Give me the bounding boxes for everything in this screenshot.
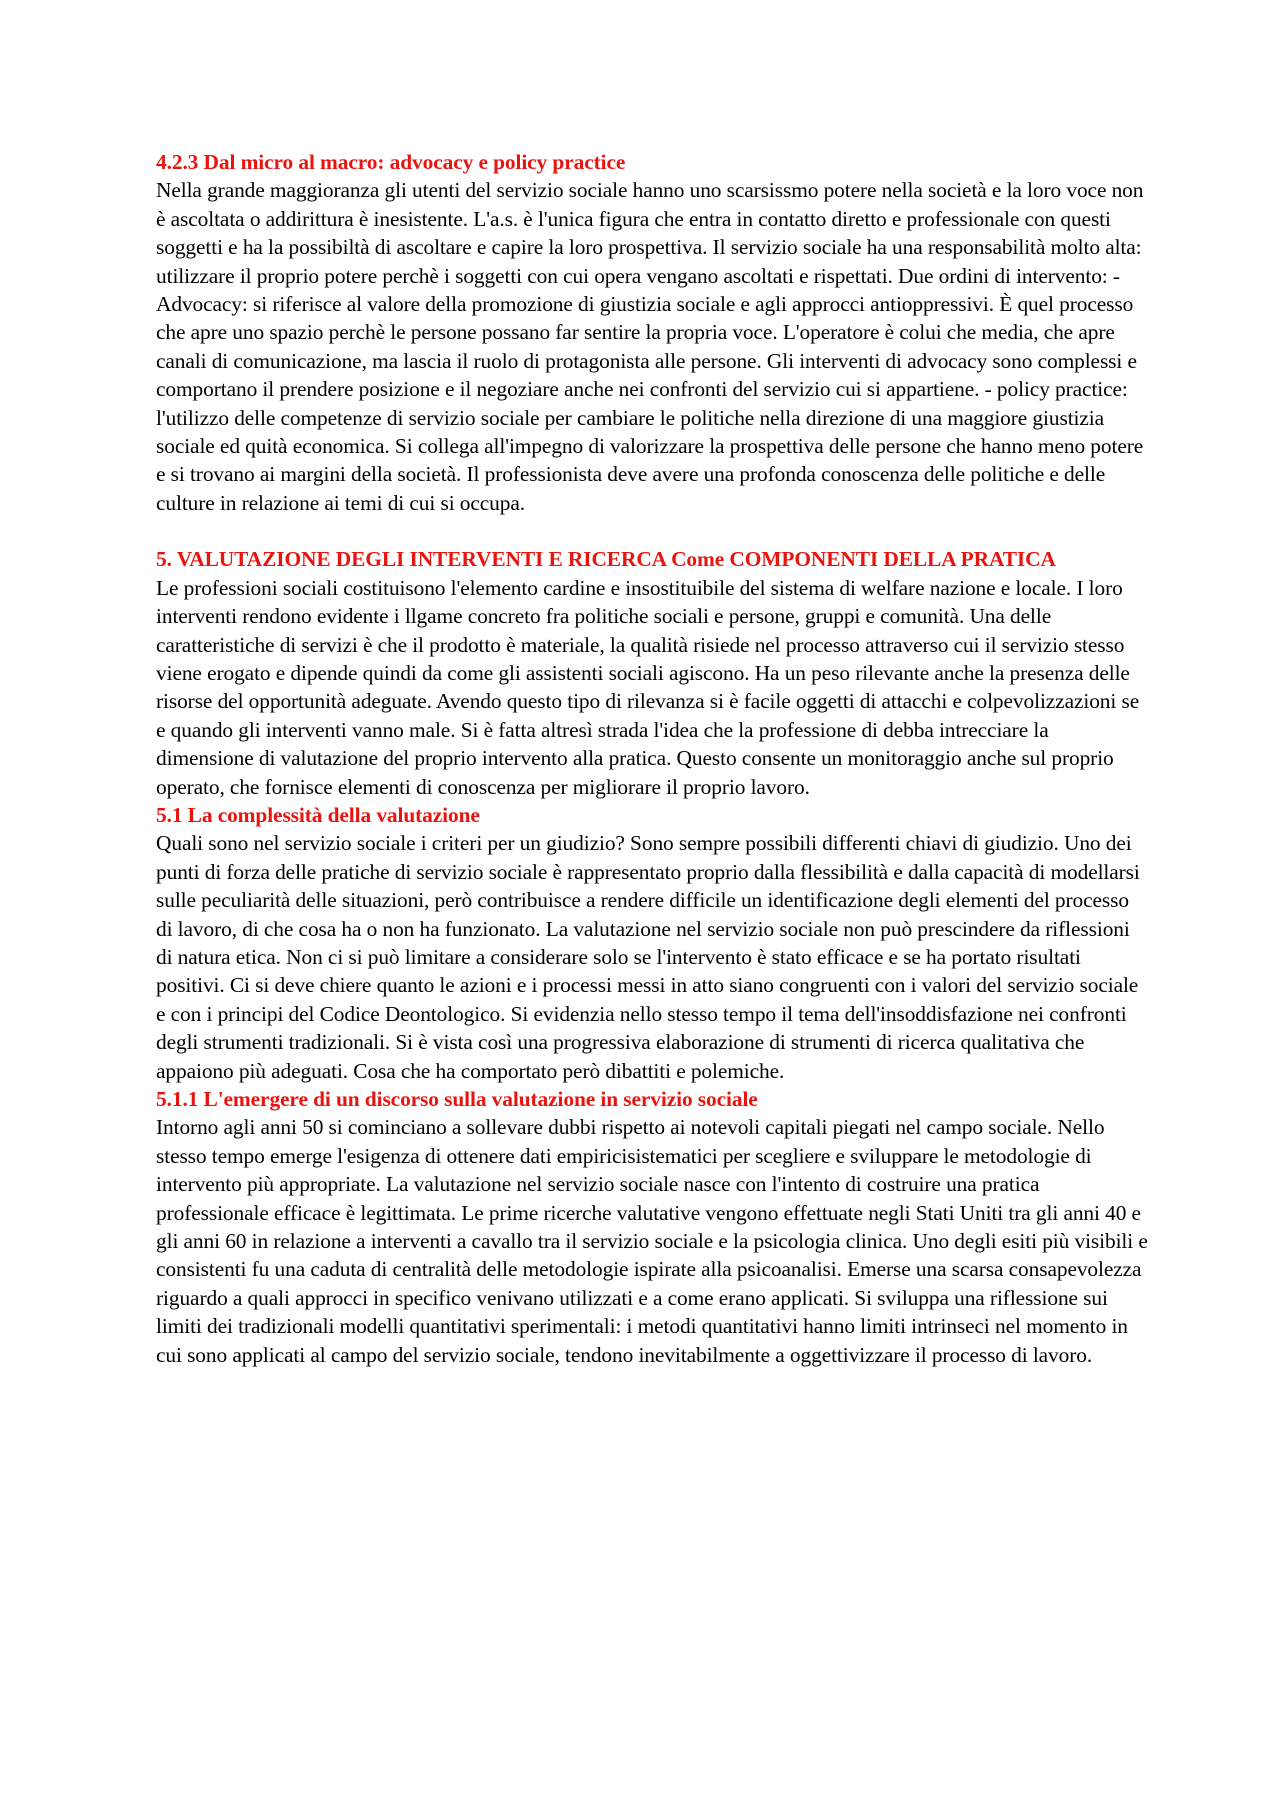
section-heading: 5.1.1 L'emergere di un discorso sulla valutazione in servizio sociale <box>156 1087 758 1111</box>
document-page <box>156 148 1148 1369</box>
section-body: Nella grande maggioranza gli utenti del servizio sociale hanno uno scarsissmo potere nella società e la loro voce non è ascoltata o addirittura è inesistente. L'a.s. è l'unica figura che entra in contatto diretto e professionale con questi soggetti e ha la possibiltà di ascoltare e capire la loro prospettiva. Il servizio sociale ha una responsabilità molto alta: utilizzare il proprio potere perchè i soggetti con cui opera vengano ascoltati e rispettati. Due ordini di intervento: - Advocacy: si riferisce al valore della promozione di giustizia sociale e agli approcci antioppressivi. È quel processo che apre uno spazio perchè le persone possano far sentire la propria voce. L'operatore è colui che media, che apre canali di comunicazione, ma lascia il ruolo di protagonista alle persone. Gli interventi di advocacy sono complessi e comportano il prendere posizione e il negoziare anche nei confronti del servizio cui si appartiene. - policy practice: l'utilizzo delle competenze di servizio sociale per cambiare le politiche nella direzione di una maggiore giustizia sociale ed quità economica. Si collega all'impegno di valorizzare la prospettiva delle persone che hanno meno potere e si trovano ai margini della società. Il professionista deve avere una profonda conoscenza delle politiche e delle culture in relazione ai temi di cui si occupa. <box>156 178 1144 515</box>
section-heading: 4.2.3 Dal micro al macro: advocacy e policy practice <box>156 150 626 174</box>
section-heading: 5. VALUTAZIONE DEGLI INTERVENTI E RICERCA Come COMPONENTI DELLA PRATICA <box>156 547 1056 572</box>
section-5-1 <box>156 801 1148 1085</box>
section-body: Intorno agli anni 50 si cominciano a sollevare dubbi rispetto ai notevoli capitali piegati nel campo sociale. Nello stesso tempo emerge l'esigenza di ottenere dati empiricisistematici per scegliere e sviluppare le metodologie di intervento più appropriate. La valutazione nel servizio sociale nasce con l'intento di costruire una pratica professionale efficace è legittimata. Le prime ricerche valutative vengono effettuate negli Stati Uniti tra gli anni 40 e gli anni 60 in relazione a interventi a cavallo tra il servizio sociale e la psicologia clinica. Uno degli esiti più visibili e consistenti fu una caduta di centralità delle metodologie ispirate alla psicoanalisi. Emerse una scarsa consapevolezza riguardo a quali approcci in specifico venivano utilizzati e a come erano applicati. Si sviluppa una riflessione sui limiti dei tradizionali modelli quantitativi sperimentali: i metodi quantitativi hanno limiti intrinseci nel momento in cui sono applicati al campo del servizio sociale, tendono inevitabilmente a oggettivizzare il processo di lavoro. <box>156 1115 1148 1367</box>
section-body: Quali sono nel servizio sociale i criteri per un giudizio? Sono sempre possibili differenti chiavi di giudizio. Uno dei punti di forza delle pratiche di servizio sociale è rappresentato proprio dalla flessibilità e dalla capacità di modellarsi sulle peculiarità delle situazioni, però contribuisce a rendere difficile un identificazione degli elementi del processo di lavoro, di che cosa ha o non ha funzionato. La valutazione nel servizio sociale non può prescindere da riflessioni di natura etica. Non ci si può limitare a considerare solo se l'intervento è stato efficace e se ha portato risultati positivi. Ci si deve chiere quanto le azioni e i processi messi in atto siano congruenti con i valori del servizio sociale e con i principi del Codice Deontologico. Si evidenzia nello stesso tempo il tema dell'insoddisfazione nei confronti degli strumenti tradizionali. Si è vista così una progressiva elaborazione di strumenti di ricerca qualitativa che appaiono più adeguati. Cosa che ha comportato però dibattiti e polemiche. <box>156 831 1140 1083</box>
section-5 <box>156 545 1148 801</box>
paragraph-spacer <box>156 517 1148 545</box>
section-5-1-1 <box>156 1085 1148 1369</box>
section-body: Le professioni sociali costituisono l'elemento cardine e insostituibile del sistema di welfare nazione e locale. I loro interventi rendono evidente i llgame concreto fra politiche sociali e persone, gruppi e comunità. Una delle caratteristiche di servizi è che il prodotto è materiale, la qualità risiede nel processo attraverso cui il servizio stesso viene erogato e dipende quindi da come gli assistenti sociali agiscono. Ha un peso rilevante anche la presenza delle risorse del opportunità adeguate. Avendo questo tipo di rilevanza si è facile oggetti di attacchi e colpevolizzazioni se e quando gli interventi vanno male. Si è fatta altresì strada l'idea che la professione di debba intrecciare la dimensione di valutazione del proprio intervento alla pratica. Questo consente un monitoraggio anche sul proprio operato, che fornisce elementi di conoscenza per migliorare il proprio lavoro. <box>156 575 1140 799</box>
section-4-2-3 <box>156 148 1148 517</box>
section-heading: 5.1 La complessità della valutazione <box>156 802 480 827</box>
